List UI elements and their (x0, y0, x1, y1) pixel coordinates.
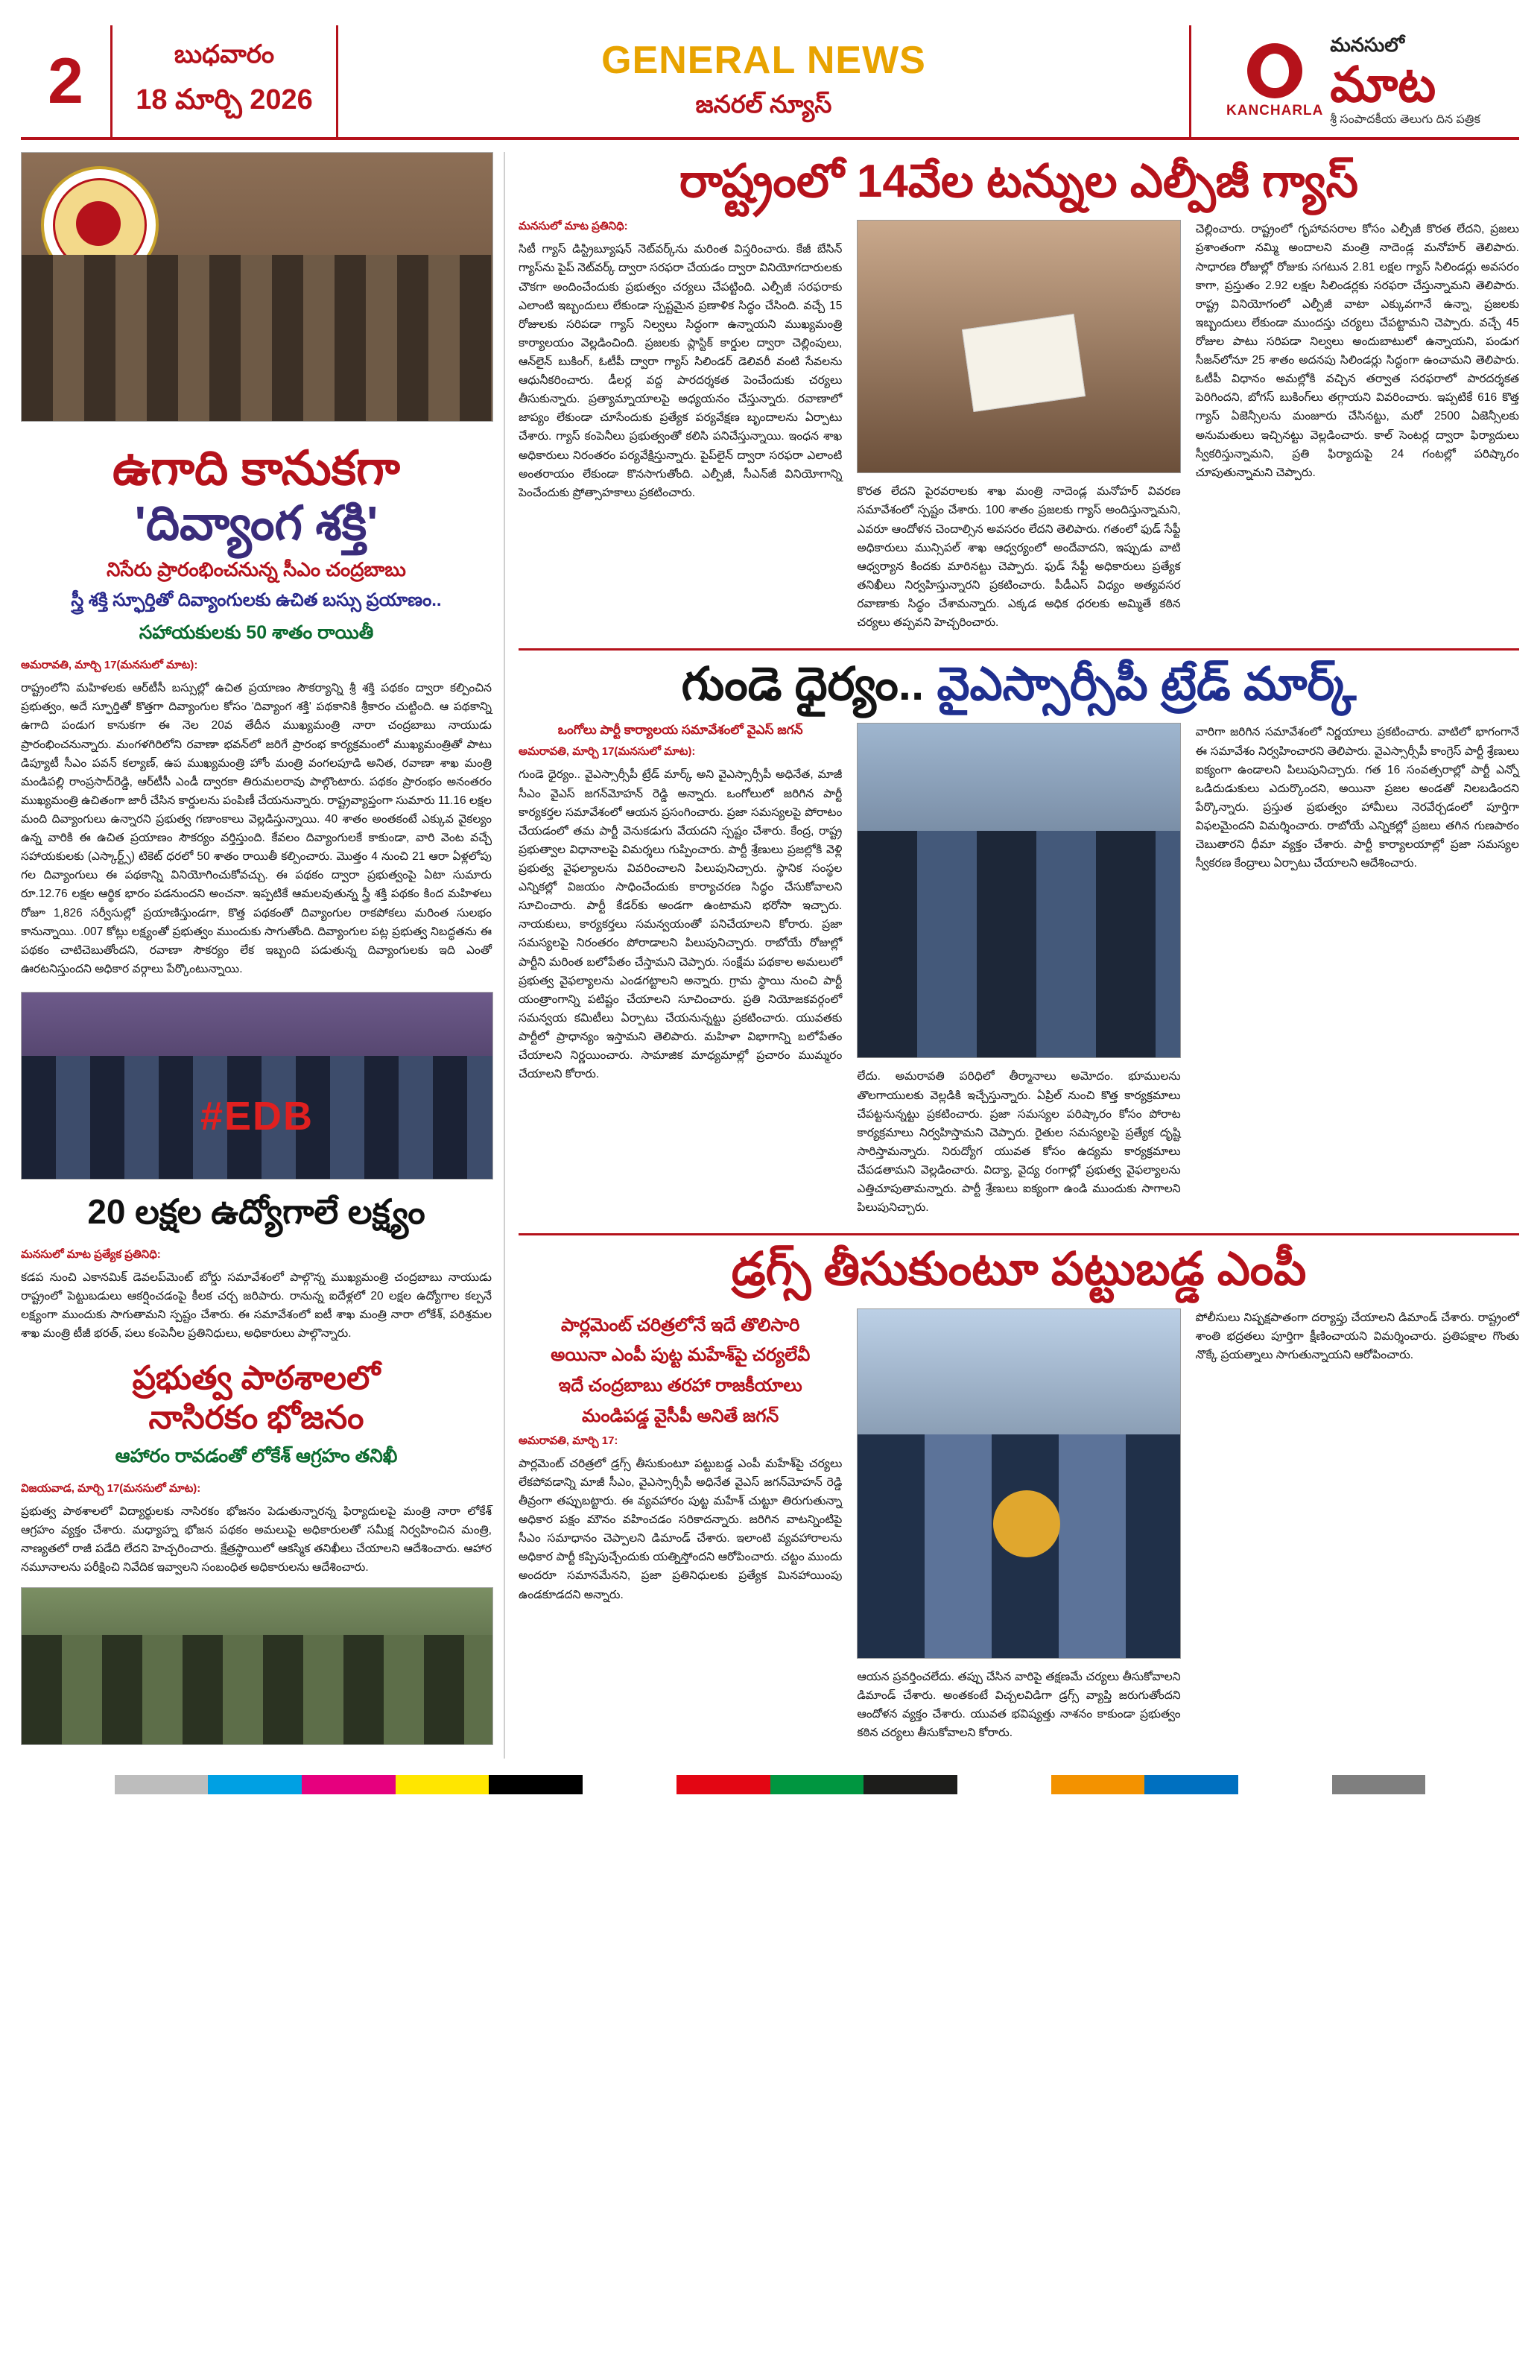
print-registration-colorbar (21, 1775, 1519, 1794)
headline3-line1: ప్రభుత్వ పాఠశాలలో (132, 1360, 381, 1397)
date-block (113, 25, 338, 137)
story-drugs-mp (519, 1243, 1519, 1742)
article-body-ysrcp-1: గుండె ధైర్యం.. వైఎస్సార్సీపీ ట్రేడ్ మార్క్ అని వైఎస్సార్సీపీ అధినేత, మాజీ సీఎం వైఎస్ జగన్‌మోహన్ రెడ్డి అన్నారు. ఒంగోలులో జరిగిన పార్టీ కార్యకర్తల సమావేశంలో ఆయన ప్రసంగించారు. ప్రజా సమస్యలపై పోరాటం చేయడంలో తమ పార్టీ వెనుకడుగు వేయదని స్పష్టం చేశారు. కేంద్ర, రాష్ట్ర ప్రభుత్వాల విధానాలపై విమర్శలు గుప్పించారు. పార్టీ శ్రేణులు ప్రజల్లోకి వెళ్లి ప్రభుత్వ వైఫల్యాలను వివరించాలని పిలుపునిచ్చారు. స్థానిక సంస్థల ఎన్నికల్లో విజయం సాధించేందుకు కార్యాచరణ సిద్ధం చేసుకోవాలని సూచించారు. పార్టీ కేడర్‌కు అండగా ఉంటామని భరోసా ఇచ్చారు. నాయకులు, కార్యకర్తలు సమన్వయంతో పనిచేయాలని కోరారు. ప్రజా సమస్యలపై నిరంతరం పోరాడాలని పిలుపునిచ్చారు. రాబోయే రోజుల్లో పార్టీని మరింత బలోపేతం చేస్తామని చెప్పారు. సంక్షేమ పథకాల అమలులో ప్రభుత్వ వైఫల్యాలను ఎండగట్టాలని అన్నారు. గ్రామ స్థాయి నుంచి పార్టీ యంత్రాంగాన్ని పటిష్టం చేయాలని సూచించారు. ప్రతి నియోజకవర్గంలో సమన్వయ కమిటీలు ఏర్పాటు చేయనున్నట్టు ప్రకటించారు. యువతకు పార్టీలో ప్రాధాన్యం ఇస్తామని తెలిపారు. మహిళా విభాగాన్ని బలోపేతం చేయాలని నిర్ణయించారు. సామాజిక మాధ్యమాల్లో ప్రచారం ముమ్మరం చేయాలని కోరారు. (519, 768, 843, 1081)
color-swatch (302, 1775, 396, 1794)
color-swatch (864, 1775, 957, 1794)
logo-main-text: మాట (1330, 57, 1436, 113)
bouquet-icon (993, 1490, 1060, 1557)
article-body-drugs-3: పోలీసులు నిష్పక్షపాతంగా దర్యాప్తు చేయాలని డిమాండ్ చేశారు. రాష్ట్రంలో శాంతి భద్రతలు పూర్తిగా క్షీణించాయని విమర్శించారు. ప్రతిపక్షాల గొంతు నొక్కే ప్రయత్నాలు సాగుతున్నాయని ఆరోపించారు. (1195, 1311, 1519, 1361)
logo-text (1330, 34, 1480, 129)
page-number (21, 25, 113, 137)
color-swatch (115, 1775, 209, 1794)
article-body-3: ప్రభుత్వ పాఠశాలలో విద్యార్థులకు నాసిరకం భోజనం పెడుతున్నారన్న ఫిర్యాదులపై మంత్రి నారా లోకేశ్ ఆగ్రహం వ్యక్తం చేశారు. మధ్యాహ్న భోజన పథకం అమలుపై అధికారులతో సమీక్ష నిర్వహించిన మంత్రి, నాణ్యతలో రాజీ పడేది లేదని హెచ్చరించారు. క్షేత్రస్థాయిలో ఆకస్మిక తనిఖీలు చేయాలని ఆదేశించారు. ఆహార నమూనాలను పరీక్షించి నివేదిక ఇవ్వాలని సంబంధిత అధికారులను ఆదేశించారు. (21, 1504, 492, 1574)
subhead-school-food: ఆహారం రావడంతో లోకేశ్ ఆగ్రహం తనిఖీ (115, 1445, 398, 1466)
color-swatch (1425, 1775, 1519, 1794)
color-swatch (1332, 1775, 1426, 1794)
color-swatch (396, 1775, 489, 1794)
article-body-lpg-1: సిటీ గ్యాస్ డిస్ట్రిబ్యూషన్ నెట్‌వర్క్‌ను మరింత విస్తరించారు. కేజీ బేసిన్ గ్యాస్‌ను పైప్ నెట్‌వర్క్ ద్వారా సరఫరా చేయడం ద్వారా వినియోగదారులకు చౌకగా అందించేందుకు ప్రభుత్వం చర్యలు చేపట్టింది. ఎల్పీజీ సరఫరాకు ఎలాంటి ఇబ్బందులు లేకుండా స్పష్టమైన ప్రణాళిక సిద్ధం చేసింది. వచ్చే 15 రోజులకు సరిపడా గ్యాస్ నిల్వలు సిద్ధంగా ఉన్నాయని ముఖ్యమంత్రి కార్యాలయం వెల్లడించింది. ప్రజలకు ప్లాస్టిక్ కార్డుల ద్వారా చెల్లింపులు, ఆన్‌లైన్ బుకింగ్, ఓటీపీ ద్వారా గ్యాస్ సిలిండర్ డెలివరీ వంటి సేవలను ఆధునీకరించారు. డీలర్ల వద్ద పారదర్శకత పెంచేందుకు చర్యలు తీసుకున్నారు. ప్రత్యామ్నాయాలపై అధ్యయనం చేస్తున్నారు. రవాణాలో జాప్యం లేకుండా చూసేందుకు ప్రత్యేక పర్యవేక్షణ బృందాలను ఏర్పాటు చేశారు. గ్యాస్ కంపెనీలు ప్రభుత్వంతో కలిసి పనిచేస్తున్నాయి. ఇంధన శాఖ అధికారులు నిరంతరం పర్యవేక్షిస్తున్నారు. పైప్‌లైన్ ద్వారా సరఫరా ఎలాంటి అంతరాయం లేకుండా కొనసాగుతోంది. ఎల్పీజీ, సీఎన్‌జీ వినియోగాన్ని పెంచేందుకు ప్రోత్సాహకాలు ప్రకటించారు. (519, 243, 843, 499)
subhead-1: నిసేరు ప్రారంభించనున్న సీఎం చంద్రబాబు (107, 558, 406, 581)
photo-blood-donation (21, 152, 493, 422)
byline-lpg: మనసులో మాట ప్రతినిధి: (519, 220, 628, 233)
divider-1 (519, 648, 1519, 651)
article-body-drugs-2: ఆయన ప్రవర్తించలేదు. తప్పు చేసిన వారిపై తక్షణమే చర్యలు తీసుకోవాలని డిమాండ్ చేశారు. అంతకంటే విచ్చలవిడిగా డ్రగ్స్ వ్యాప్తి జరుగుతోందని ఆందోళన వ్యక్తం చేశారు. యువత భవిష్యత్తు నాశనం కాకుండా ప్రభుత్వం కఠిన చర్యలు తీసుకోవాలని కోరారు. (857, 1670, 1181, 1739)
color-swatch (21, 1775, 115, 1794)
headline3-line2: నాసిరకం భోజనం (148, 1399, 364, 1437)
section-title-en: GENERAL NEWS (601, 39, 926, 82)
logo-tagline: శ్రీ సంపాదకీయ తెలుగు దిన పత్రిక (1330, 113, 1480, 126)
color-swatch (583, 1775, 676, 1794)
article-body-1: రాష్ట్రంలోని మహిళలకు ఆర్‌టీసీ బస్సుల్లో ఉచిత ప్రయాణం సౌకర్యాన్ని శ్రీ శక్తి పథకం ద్వారా కల్పించిన ప్రభుత్వం, అదే స్ఫూర్తితో కొత్తగా దివ్యాంగుల కోసం 'దివ్యాంగ శక్తి' పథకానికి శ్రీకారం చుట్టింది. ఆ పథకాన్ని ఉగాది పండుగ కానుకగా ఈ నెల 20వ తేదీన ముఖ్యమంత్రి నారా చంద్రబాబు నాయుడు ప్రారంభించనున్నారు. మంగళగిరిలోని రవాణా భవన్‌లో జరిగే ప్రారంభ కార్యక్రమంలో ముఖ్యమంత్రితో పాటు డిప్యూటీ సీఎం పవన్ కల్యాణ్, ఉప ముఖ్యమంత్రి హోం మంత్రి వంగలపూడి అనిత, రవాణా శాఖ మంత్రి మండిపల్లి రాంప్రసాద్‌రెడ్డి, ఆర్‌టీసీ ఎండీ ద్వారకా తిరుమలరావు పాల్గొంటారు. పథకం ప్రారంభం అనంతరం ముఖ్యమంత్రి ఉచితంగా జారీ చేసిన కార్డులను పంపిణీ చేయనున్నారు. రాష్ట్రవ్యాప్తంగా సుమారు 11.16 లక్షల మంది దివ్యాంగులు ఉన్నారని ప్రభుత్వ గణాంకాలు వెల్లడిస్తున్నాయి. 40 శాతం అంతకంటే ఎక్కువ వైకల్యం ఉన్న వారికి ఈ ఉచిత ప్రయాణం సౌకర్యం వర్తిస్తుంది. కేవలం దివ్యాంగులకే కాకుండా, వారి వెంట వచ్చే సహాయకులకు (ఎస్కార్ట్స్) టికెట్ ధరలో 50 శాతం రాయితీ కల్పించారు. మొత్తం 4 నుంచి 21 ఆరా ఏళ్లలోపు గల దివ్యాంగులు ఈ పథకాన్ని వినియోగించుకోవచ్చు. ఈ పథకం ద్వారా ప్రభుత్వంపై ఏటా సుమారు రూ.12.76 లక్షల ఆర్థిక భారం పడనుందని అంచనా. ఇప్పటికే ఆమలవుతున్న స్త్రీ శక్తి పథకం కింద మహిళలు రోజూ 1,826 సర్వీసుల్లో ప్రయాణిస్తుండగా, కొత్త పథకంతో దివ్యాంగుల రాకపోకలు మరింత సులభం కానున్నాయి. .007 కోట్లు లక్ష్యంతో ప్రభుత్వం ముందుకు సాగుతోంది. దివ్యాంగుల పట్ల ప్రభుత్వ నిబద్ధతను ఈ పథకం చాటిచెబుతోందని, రవాణా సౌకర్యం లేక ఇబ్బంది పడుతున్న దివ్యాంగులకు ఇది ఎంతో ఊరటనిస్తుందని అధికార వర్గాలు పేర్కొంటున్నాయి. (21, 682, 492, 975)
section-title-te: జనరల్ న్యూస్ (695, 90, 832, 118)
headline-line1: ఉగాది కానుకగా (113, 441, 400, 495)
color-swatch (489, 1775, 583, 1794)
photo-school-inspection (21, 1587, 493, 1745)
byline-ysrcp: అమరావతి, మార్చి 17(మనసులో మాట): (519, 745, 696, 759)
byline-1: అమరావతి, మార్చి 17(మనసులో మాట): (21, 659, 198, 672)
newspaper-logo (1191, 25, 1519, 137)
article-body-drugs-1: పార్లమెంట్ చరిత్రలో డ్రగ్స్ తీసుకుంటూ పట్టుబడ్డ ఎంపీ మహేశ్‌పై చర్యలు లేకపోవడాన్ని మాజీ సీఎం, వైఎస్సార్సీపీ అధినేత వైఎస్ జగన్‌మోహన్ రెడ్డి తీవ్రంగా తప్పుబట్టారు. ఈ వ్యవహారం పుట్ట మహేశ్ చుట్టూ తిరుగుతున్నా అధికార పక్షం మౌనం వహించడం సరికాదన్నారు. జరిగిన వాటన్నింటిపై సీఎం సమాధానం చెప్పాలని డిమాండ్ చేశారు. ఇలాంటి వ్యవహారాలను అధికార పార్టీ కప్పిపుచ్చేందుకు యత్నిస్తోందని ఆరోపించారు. చట్టం ముందు అందరూ సమానమేనని, ప్రజా ప్రతినిధులకు ప్రత్యేక మినహాయింపు ఉండకూడదని అన్నారు. (519, 1457, 843, 1601)
article-body-ysrcp-3: వారిగా జరిగిన సమావేశంలో నిర్ణయాలు ప్రకటించారు. వాటిలో భాగంగానే ఈ సమావేశం నిర్వహించారని తెలిపారు. వైఎస్సార్సీపీ కాంగ్రెస్ పార్టీ శ్రేణులు ఐక్యంగా ఉండాలని పిలుపునిచ్చారు. గత 16 సంవత్సరాల్లో పార్టీ ఎన్నో ఒడిదుడుకులు ఎదుర్కొందని, అయినా ప్రజల అండతో నిలబడిందని పేర్కొన్నారు. ప్రస్తుత ప్రభుత్వం హామీలు నెరవేర్చడంలో పూర్తిగా విఫలమైందని విమర్శించారు. రాబోయే ఎన్నికల్లో ప్రజలు తగిన గుణపాఠం చెబుతారని ధీమా వ్యక్తం చేశారు. పార్టీ కార్యాలయాల్లో ప్రజా సమస్యల స్వీకరణ కేంద్రాలు ఏర్పాటు చేయాలని ఆదేశించారు. (1195, 726, 1519, 870)
color-swatch (957, 1775, 1051, 1794)
headline-line2: 'దివ్యాంగ శక్తి' (134, 496, 378, 550)
headline-ysrcp (519, 658, 1519, 711)
document-in-hand (962, 314, 1086, 412)
kicker-drugs-4: మండిపడ్డ వైసీపీ అనితే జగన్ (582, 1406, 779, 1427)
photo-jagan-felicitation (857, 1308, 1180, 1659)
right-column (505, 152, 1519, 1759)
article-body-ysrcp-2: లేదు. అమరావతి పరిధిలో తీర్మానాలు అమోదం. భూములను తొలగాయులకు వెల్లడికి ఇచ్చేస్తున్నారు. ఏప్రిల్ నుంచి కొత్త కార్యక్రమాలు చేపట్టనున్నట్టు ప్రకటించారు. ప్రజా సమస్యల పరిష్కారం కోసం పోరాట కార్యక్రమాలు నిర్వహిస్తామని చెప్పారు. రైతుల సమస్యలపై ప్రత్యేక దృష్టి సారిస్తామన్నారు. నిరుద్యోగ యువత కోసం ఉద్యమ కార్యక్రమాలు చేపడతామని వెల్లడించారు. విద్యా, వైద్య రంగాల్లో ప్రభుత్వ వైఫల్యాలను ఎత్తిచూపుతామన్నారు. పార్టీ శ్రేణులు ఐక్యంగా ఉండి ముందుకు సాగాలని పిలుపునిచ్చారు. (857, 1070, 1181, 1215)
byline-2: మనసులో మాట ప్రత్యేక ప్రతినిధి: (21, 1247, 161, 1261)
photo-minister-document (857, 220, 1180, 473)
headline-divyanga-shakti (21, 441, 492, 551)
logo-small-text: మనసులో (1330, 34, 1404, 57)
left-column (21, 152, 505, 1759)
kicker-drugs-1: పార్లమెంట్ చరిత్రలోనే ఇదే తొలిసారి (560, 1314, 800, 1335)
story-ysrcp (519, 658, 1519, 1217)
kicker-drugs-2: అయినా ఎంపీ పుట్ట మహేశ్‌పై చర్యలేవీ (551, 1345, 811, 1366)
byline-drugs: అమరావతి, మార్చి 17: (519, 1434, 618, 1447)
headline-school-food (21, 1359, 492, 1438)
kicker-ysrcp: ఒంగోలు పార్టీ కార్యాలయ సమావేశంలో వైఎస్ జగన్ (557, 723, 803, 738)
page-number-value: 2 (48, 45, 83, 117)
byline-3: విజయవాడ, మార్చి 17(మనసులో మాట): (21, 1481, 201, 1495)
article-body-2: కడప నుంచి ఎకానమిక్ డెవలప్‌మెంట్ బోర్డు సమావేశంలో పాల్గొన్న ముఖ్యమంత్రి చంద్రబాబు నాయుడు రాష్ట్రంలో పెట్టుబడులు ఆకర్షించడంపై కీలక చర్చ జరిపారు. రానున్న ఐదేళ్లలో 20 లక్షల ఉద్యోగాల కల్పనే లక్ష్యంగా ముందుకు సాగుతామని స్పష్టం చేశారు. ఈ సమావేశంలో ఐటీ శాఖ మంత్రి నారా లోకేశ్, పరిశ్రమల శాఖ మంత్రి టీజీ భరత్, పలు కంపెనీల ప్రతినిధులు, అధికారులు పాల్గొన్నారు. (21, 1270, 492, 1341)
color-swatch (770, 1775, 864, 1794)
masthead (21, 25, 1519, 140)
section-title (338, 25, 1191, 137)
photo-edb-meeting (21, 992, 493, 1180)
newspaper-page (0, 25, 1540, 2380)
kancharla-label: KANCHARLA (1226, 103, 1324, 118)
headline-ysrcp-part2: వైఎస్సార్సీపీ ట్రేడ్ మార్క్ (937, 659, 1357, 711)
subhead-3: సహాయకులకు 50 శాతం రాయితీ (139, 622, 374, 644)
headline-lpg: రాష్ట్రంలో 14వేల టన్నుల ఎల్పీజీ గ్యాస్ (679, 156, 1359, 207)
headline-ysrcp-part1: గుండె ధైర్యం.. (681, 659, 937, 711)
photo-ysrcp-leaders (857, 723, 1180, 1058)
page-content (21, 152, 1519, 1759)
divider-2 (519, 1233, 1519, 1235)
story-lpg-gas (519, 155, 1519, 632)
color-swatch (1238, 1775, 1332, 1794)
subhead-2: స్త్రీ శక్తి స్ఫూర్తితో దివ్యాంగులకు ఉచిత బస్సు ప్రయాణం.. (71, 590, 442, 611)
face-icon (1247, 43, 1302, 98)
color-swatch (1051, 1775, 1145, 1794)
color-swatch (676, 1775, 770, 1794)
weekday: బుధవారం (174, 39, 275, 69)
kicker-drugs-3: ఇదే చంద్రబాబు తరహా రాజకీయాలు (558, 1376, 802, 1396)
headline-jobs-target: 20 లక్షల ఉద్యోగాలే లక్ష్యం (87, 1191, 425, 1231)
kancharla-badge (1226, 43, 1324, 119)
article-body-lpg-3: చెల్లించారు. రాష్ట్రంలో గృహావసరాల కోసం ఎల్పీజీ కొరత లేదని, ప్రజలు ప్రశాంతంగా నమ్మి అందాలని మంత్రి నాదెండ్ల మనోహర్ తెలిపారు. సాధారణ రోజుల్లో రోజుకు సగటున 2.81 లక్షల గ్యాస్ సిలిండర్లు అవసరం కాగా, ప్రస్తుతం 2.92 లక్షల సిలిండర్లకు సరఫరా చేస్తున్నామని తెలిపారు. రాష్ట్ర వినియోగంలో ఎల్పీజీ వాటా ఎక్కువగానే ఉన్నా, ప్రజలకు ఇబ్బందులు లేకుండా ముందస్తు చర్యలు చేపట్టామని చెప్పారు. వచ్చే 45 రోజుల పాటు సరిపడా నిల్వలు అందుబాటులో ఉన్నాయని, పండుగ సీజన్‌లోనూ 25 శాతం అదనపు సిలిండర్లు సిద్ధంగా ఉంచామని తెలిపారు. ఓటీపీ విధానం అమల్లోకి వచ్చిన తర్వాత సరఫరాలో పారదర్శకత పెరిగిందని, బోగస్ బుకింగ్‌లు తగ్గాయని వివరించారు. ఇప్పటికే 616 కొత్త గ్యాస్ ఏజెన్సీలను మంజూరు చేసినట్టు, మరో 2500 ఏజెన్సీలకు అనుమతులు ఇచ్చినట్టు వెల్లడించారు. కాల్ సెంటర్ల ద్వారా ఫిర్యాదులు స్వీకరిస్తున్నామని, ప్రతి ఫిర్యాదుపై 24 గంటల్లో పరిష్కారం చూపుతున్నామని చెప్పారు. (1195, 223, 1519, 479)
article-body-lpg-2: కొరత లేదని పైరవరాలకు శాఖ మంత్రి నాదెండ్ల మనోహర్ వివరణ సమావేశంలో స్పష్టం చేశారు. 100 శాతం ప్రజలకు గ్యాస్ అందిస్తున్నామని, ఎవరూ ఆందోళన చెందాల్సిన అవసరం లేదని తెలిపారు. గతంలో ఫుడ్ సేఫ్టీ అధికారులు మున్సిపల్ శాఖ ఆధ్వర్యంలో అందేవాదని, ఇప్పుడు వాటి ఆధ్వర్యాన కిందకు మారినట్టు చెప్పారు. ఫుడ్ సేఫ్టీ అధికారులు ప్రత్యేక తనిఖీలు నిర్వహిస్తున్నారని ప్రకటించారు. పీడీఎస్ విధ్యం అత్యవసర రవాణాకు సిద్ధం చేశామన్నారు. ఎక్కడ అధిక ధరలకు అమ్మితే కఠిన చర్యలు తప్పవని హెచ్చరించారు. (857, 485, 1181, 630)
color-swatch (208, 1775, 302, 1794)
edb-banner-text: #EDB (200, 1093, 314, 1139)
headline-drugs: డ్రగ్స్ తీసుకుంటూ పట్టుబడ్డ ఎంపీ (731, 1244, 1307, 1296)
date: 18 మార్చి 2026 (136, 83, 313, 115)
color-swatch (1144, 1775, 1238, 1794)
